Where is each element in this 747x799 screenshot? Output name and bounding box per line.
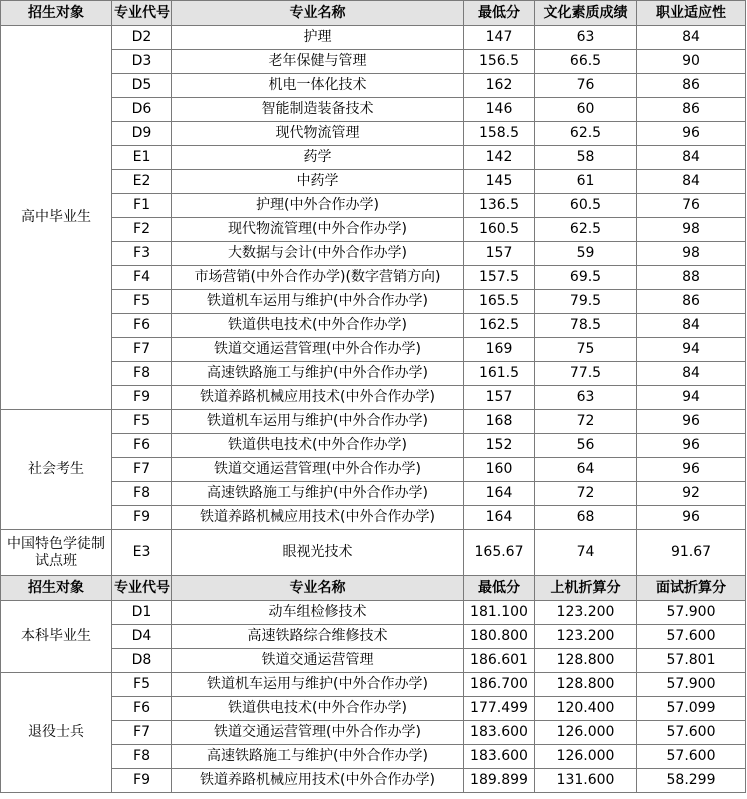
row-code: D4 <box>112 625 172 649</box>
row-code: F1 <box>112 194 172 218</box>
table-row <box>1 458 746 482</box>
table-row <box>1 218 746 242</box>
row-code: F5 <box>112 410 172 434</box>
row-name: 市场营销(中外合作办学)(数字营销方向) <box>172 266 464 290</box>
row-name: 铁道供电技术(中外合作办学) <box>172 434 464 458</box>
row-col5: 98 <box>637 218 746 242</box>
row-code: D3 <box>112 50 172 74</box>
row-col5: 84 <box>637 26 746 50</box>
row-min: 162 <box>464 74 535 98</box>
row-col5: 94 <box>637 338 746 362</box>
row-min: 158.5 <box>464 122 535 146</box>
table-row <box>1 362 746 386</box>
row-col4: 78.5 <box>535 314 637 338</box>
row-code: F3 <box>112 242 172 266</box>
group-bachelor: 本科毕业生 <box>1 601 112 673</box>
row-col5: 84 <box>637 314 746 338</box>
row-name: 中药学 <box>172 170 464 194</box>
table-row <box>1 50 746 74</box>
row-min: 189.899 <box>464 769 535 793</box>
row-min: 161.5 <box>464 362 535 386</box>
row-col5: 91.67 <box>637 530 746 576</box>
row-col4: 72 <box>535 410 637 434</box>
row-name: 铁道交通运营管理(中外合作办学) <box>172 721 464 745</box>
row-col4: 72 <box>535 482 637 506</box>
row-col4: 63 <box>535 386 637 410</box>
row-min: 142 <box>464 146 535 170</box>
header-code: 专业代号 <box>112 576 172 601</box>
row-col4: 60 <box>535 98 637 122</box>
row-code: D9 <box>112 122 172 146</box>
row-name: 高速铁路施工与维护(中外合作办学) <box>172 745 464 769</box>
row-min: 160 <box>464 458 535 482</box>
header-interview-score: 面试折算分 <box>637 576 746 601</box>
row-col4: 60.5 <box>535 194 637 218</box>
row-name: 机电一体化技术 <box>172 74 464 98</box>
row-col5: 98 <box>637 242 746 266</box>
row-min: 157.5 <box>464 266 535 290</box>
row-code: F8 <box>112 362 172 386</box>
row-name: 高速铁路施工与维护(中外合作办学) <box>172 482 464 506</box>
table-row <box>1 74 746 98</box>
table-row <box>1 673 746 697</box>
table-row <box>1 625 746 649</box>
row-min: 165.5 <box>464 290 535 314</box>
row-col5: 94 <box>637 386 746 410</box>
row-min: 183.600 <box>464 721 535 745</box>
group-highschool: 高中毕业生 <box>1 26 112 410</box>
row-col4: 77.5 <box>535 362 637 386</box>
row-code: F6 <box>112 434 172 458</box>
group-pilot: 中国特色学徒制试点班 <box>1 530 112 576</box>
header-min-score: 最低分 <box>464 1 535 26</box>
row-col5: 96 <box>637 506 746 530</box>
row-name: 智能制造装备技术 <box>172 98 464 122</box>
row-name: 铁道养路机械应用技术(中外合作办学) <box>172 386 464 410</box>
row-col4: 66.5 <box>535 50 637 74</box>
row-col4: 74 <box>535 530 637 576</box>
row-col5: 92 <box>637 482 746 506</box>
row-col5: 96 <box>637 434 746 458</box>
table-row <box>1 314 746 338</box>
row-min: 160.5 <box>464 218 535 242</box>
row-min: 165.67 <box>464 530 535 576</box>
row-col5: 86 <box>637 74 746 98</box>
header-name: 专业名称 <box>172 1 464 26</box>
header-culture-score: 文化素质成绩 <box>535 1 637 26</box>
row-code: D6 <box>112 98 172 122</box>
header-group: 招生对象 <box>1 576 112 601</box>
row-min: 181.100 <box>464 601 535 625</box>
header-code: 专业代号 <box>112 1 172 26</box>
row-name: 高速铁路施工与维护(中外合作办学) <box>172 362 464 386</box>
row-col5: 88 <box>637 266 746 290</box>
row-name: 铁道养路机械应用技术(中外合作办学) <box>172 769 464 793</box>
row-code: F6 <box>112 314 172 338</box>
table-row <box>1 482 746 506</box>
row-name: 护理 <box>172 26 464 50</box>
row-code: D5 <box>112 74 172 98</box>
row-col5: 57.099 <box>637 697 746 721</box>
row-name: 铁道机车运用与维护(中外合作办学) <box>172 673 464 697</box>
table-row <box>1 98 746 122</box>
row-col4: 59 <box>535 242 637 266</box>
table-row <box>1 721 746 745</box>
row-col5: 96 <box>637 410 746 434</box>
row-min: 136.5 <box>464 194 535 218</box>
row-name: 现代物流管理(中外合作办学) <box>172 218 464 242</box>
table-row <box>1 745 746 769</box>
row-name: 护理(中外合作办学) <box>172 194 464 218</box>
row-min: 186.700 <box>464 673 535 697</box>
row-code: F9 <box>112 506 172 530</box>
row-code: D2 <box>112 26 172 50</box>
table-row <box>1 386 746 410</box>
row-col4: 131.600 <box>535 769 637 793</box>
row-min: 169 <box>464 338 535 362</box>
row-name: 铁道交通运营管理(中外合作办学) <box>172 458 464 482</box>
row-code: F7 <box>112 721 172 745</box>
row-col4: 68 <box>535 506 637 530</box>
row-col4: 128.800 <box>535 649 637 673</box>
row-col4: 126.000 <box>535 721 637 745</box>
table-row <box>1 649 746 673</box>
row-min: 164 <box>464 506 535 530</box>
row-col4: 62.5 <box>535 122 637 146</box>
table-row <box>1 146 746 170</box>
row-min: 180.800 <box>464 625 535 649</box>
row-col5: 57.600 <box>637 721 746 745</box>
header-aptitude-score: 职业适应性 <box>637 1 746 26</box>
row-col5: 57.801 <box>637 649 746 673</box>
row-name: 动车组检修技术 <box>172 601 464 625</box>
table-row <box>1 601 746 625</box>
row-col4: 123.200 <box>535 625 637 649</box>
row-min: 145 <box>464 170 535 194</box>
header-min-score: 最低分 <box>464 576 535 601</box>
row-min: 164 <box>464 482 535 506</box>
row-min: 183.600 <box>464 745 535 769</box>
row-col4: 120.400 <box>535 697 637 721</box>
row-name: 铁道供电技术(中外合作办学) <box>172 314 464 338</box>
row-col4: 123.200 <box>535 601 637 625</box>
row-min: 147 <box>464 26 535 50</box>
row-col5: 57.600 <box>637 745 746 769</box>
row-min: 152 <box>464 434 535 458</box>
row-code: E2 <box>112 170 172 194</box>
row-col5: 76 <box>637 194 746 218</box>
group-social: 社会考生 <box>1 410 112 530</box>
table-row <box>1 26 746 50</box>
row-col4: 58 <box>535 146 637 170</box>
row-col4: 62.5 <box>535 218 637 242</box>
row-col5: 84 <box>637 146 746 170</box>
row-col4: 128.800 <box>535 673 637 697</box>
group-veterans: 退役士兵 <box>1 673 112 793</box>
row-code: F2 <box>112 218 172 242</box>
row-col5: 86 <box>637 98 746 122</box>
row-name: 老年保健与管理 <box>172 50 464 74</box>
row-col5: 96 <box>637 458 746 482</box>
row-code: F8 <box>112 745 172 769</box>
row-name: 铁道供电技术(中外合作办学) <box>172 697 464 721</box>
row-min: 177.499 <box>464 697 535 721</box>
row-name: 铁道机车运用与维护(中外合作办学) <box>172 290 464 314</box>
row-col5: 96 <box>637 122 746 146</box>
row-name: 铁道交通运营管理 <box>172 649 464 673</box>
row-name: 大数据与会计(中外合作办学) <box>172 242 464 266</box>
row-col4: 56 <box>535 434 637 458</box>
row-code: F6 <box>112 697 172 721</box>
row-name: 铁道机车运用与维护(中外合作办学) <box>172 410 464 434</box>
table-row <box>1 170 746 194</box>
row-code: F7 <box>112 338 172 362</box>
row-col5: 57.600 <box>637 625 746 649</box>
header-name: 专业名称 <box>172 576 464 601</box>
table-row <box>1 697 746 721</box>
header-group: 招生对象 <box>1 1 112 26</box>
row-col4: 75 <box>535 338 637 362</box>
row-name: 现代物流管理 <box>172 122 464 146</box>
row-col5: 57.900 <box>637 601 746 625</box>
row-code: F7 <box>112 458 172 482</box>
row-code: F4 <box>112 266 172 290</box>
row-name: 铁道交通运营管理(中外合作办学) <box>172 338 464 362</box>
row-col5: 84 <box>637 170 746 194</box>
table-row <box>1 242 746 266</box>
row-code: D8 <box>112 649 172 673</box>
row-min: 146 <box>464 98 535 122</box>
row-name: 铁道养路机械应用技术(中外合作办学) <box>172 506 464 530</box>
row-code: E3 <box>112 530 172 576</box>
row-col5: 86 <box>637 290 746 314</box>
table-row <box>1 338 746 362</box>
table-row <box>1 434 746 458</box>
row-code: F9 <box>112 386 172 410</box>
table-row <box>1 194 746 218</box>
row-code: F9 <box>112 769 172 793</box>
row-name: 高速铁路综合维修技术 <box>172 625 464 649</box>
row-col4: 64 <box>535 458 637 482</box>
row-code: F5 <box>112 290 172 314</box>
row-min: 157 <box>464 242 535 266</box>
table-row <box>1 530 746 576</box>
row-col4: 69.5 <box>535 266 637 290</box>
row-min: 157 <box>464 386 535 410</box>
table-row <box>1 266 746 290</box>
table-row <box>1 122 746 146</box>
row-min: 162.5 <box>464 314 535 338</box>
table-row <box>1 410 746 434</box>
row-col4: 79.5 <box>535 290 637 314</box>
row-name: 药学 <box>172 146 464 170</box>
table-row <box>1 769 746 793</box>
header-computer-score: 上机折算分 <box>535 576 637 601</box>
row-code: F8 <box>112 482 172 506</box>
row-min: 168 <box>464 410 535 434</box>
row-min: 186.601 <box>464 649 535 673</box>
row-min: 156.5 <box>464 50 535 74</box>
row-col5: 58.299 <box>637 769 746 793</box>
row-code: D1 <box>112 601 172 625</box>
header-row <box>1 1 746 26</box>
row-col5: 90 <box>637 50 746 74</box>
row-code: E1 <box>112 146 172 170</box>
table-row <box>1 290 746 314</box>
row-col4: 76 <box>535 74 637 98</box>
row-col5: 84 <box>637 362 746 386</box>
table-row <box>1 506 746 530</box>
row-col4: 63 <box>535 26 637 50</box>
header-row <box>1 576 746 601</box>
row-name: 眼视光技术 <box>172 530 464 576</box>
row-code: F5 <box>112 673 172 697</box>
row-col4: 61 <box>535 170 637 194</box>
row-col4: 126.000 <box>535 745 637 769</box>
row-col5: 57.900 <box>637 673 746 697</box>
